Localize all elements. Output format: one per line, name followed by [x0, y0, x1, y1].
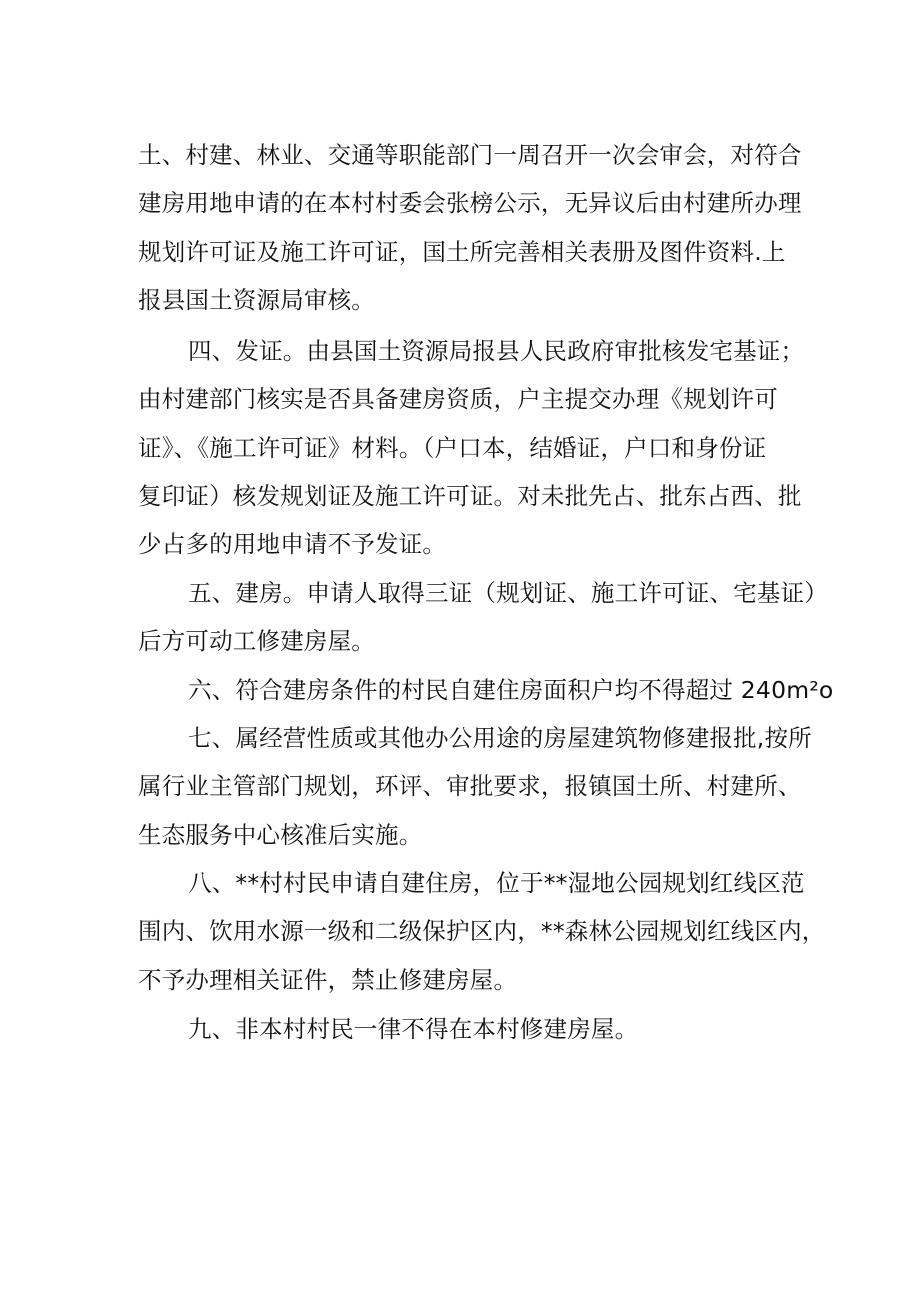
paragraph-seven-start: 七、属经营性质或其他办公用途的房屋建筑物修建报批,按所	[188, 724, 812, 752]
text-line: 生态服务中心核准后实施。	[138, 821, 423, 849]
text-line: 不予办理相关证件，禁止修建房屋。	[138, 966, 518, 994]
text-line: 复印证）核发规划证及施工许可证。对未批先占、批东占西、批	[138, 482, 802, 510]
text-line: 少占多的用地申请不予发证。	[138, 530, 447, 558]
text-line: 土、村建、林业、交通等职能部门一周召开一次会审会，对符合	[138, 141, 802, 169]
text-line: 属行业主管部门规划，环评、审批要求，报镇国土所、村建所、	[138, 772, 802, 800]
text-line: 围内、饮用水源一级和二级保护区内，**森林公园规划红线区内，	[138, 917, 826, 945]
paragraph-four-start: 四、发证。由县国土资源局报县人民政府审批核发宅基证；	[188, 337, 805, 365]
text-line: 建房用地申请的在本村村委会张榜公示，无异议后由村建所办理	[138, 189, 802, 217]
paragraph-six: 六、符合建房条件的村民自建住房面积户均不得超过 240m²o	[188, 676, 834, 704]
text-line: 证》、《施工许可证》材料。（户口本，结婚证，户口和身份证	[138, 434, 767, 462]
paragraph-five-start: 五、建房。申请人取得三证（规划证、施工许可证、宅基证）	[188, 579, 828, 607]
paragraph-eight-start: 八、**村村民申请自建住房，位于**湿地公园规划红线区范	[188, 869, 805, 897]
paragraph-nine: 九、非本村村民一律不得在本村修建房屋。	[188, 1015, 639, 1043]
text-line: 报县国土资源局审核。	[138, 286, 375, 314]
text-line: 规划许可证及施工许可证，国土所完善相关表册及图件资料.上	[138, 238, 786, 266]
text-line: 由村建部门核实是否具备建房资质，户主提交办理《规划许可	[138, 385, 778, 413]
text-line: 后方可动工修建房屋。	[138, 627, 375, 655]
